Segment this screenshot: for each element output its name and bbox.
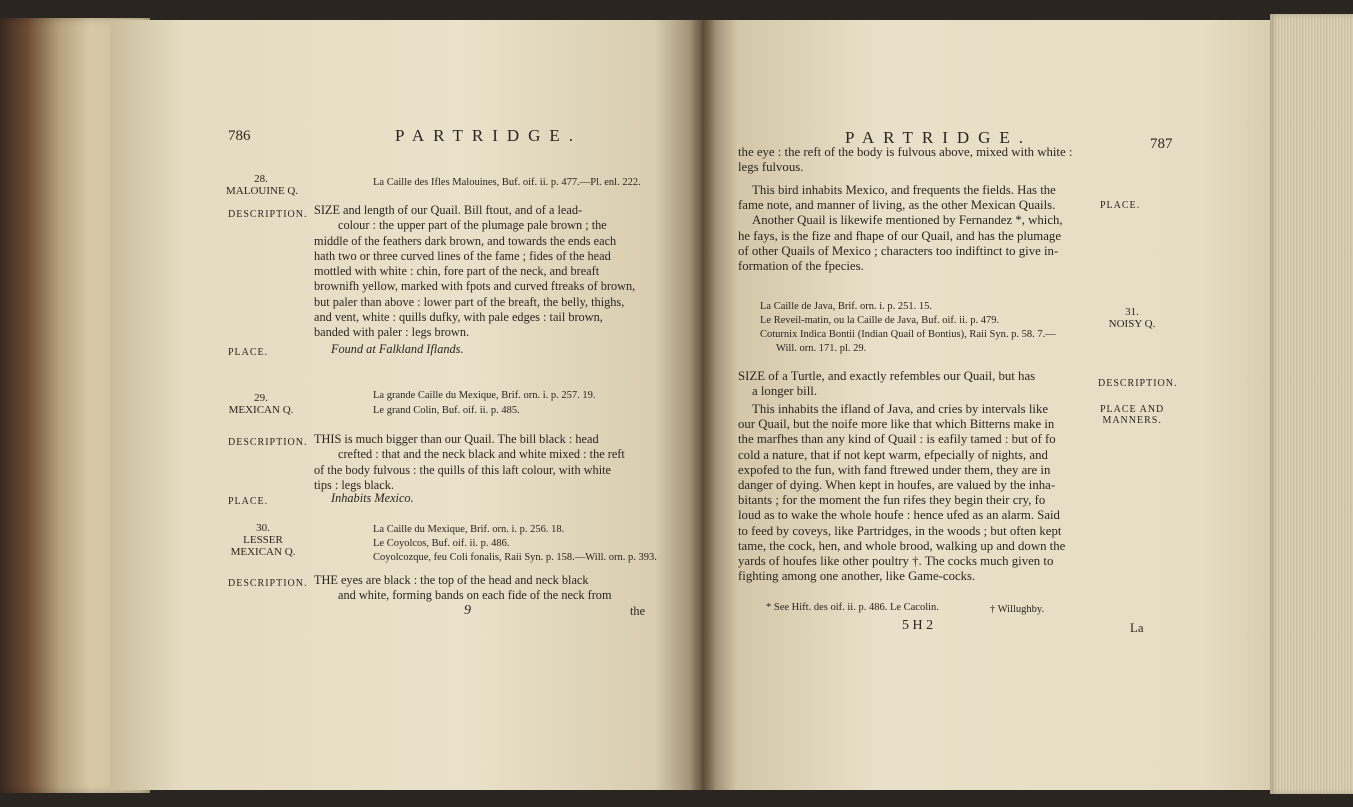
description-text: THE eyes are black : the top of the head and neck black and white, forming bands on each fide of the neck from [314,573,612,603]
reference: Le Reveil-matin, ou la Caille de Java, Buf. oif. ii. p. 479. [760,315,1000,326]
reference: La Caille des Ifles Malouines, Buf. oif. ii. p. 477.—Pl. enl. 222. [373,177,641,188]
footnote: † Willughby. [990,604,1045,615]
description-label: DESCRIPTION. [228,578,308,589]
reference: Will. orn. 171. pl. 29. [776,343,867,354]
page-number: 787 [1150,136,1173,152]
page-number: 786 [228,128,251,144]
description-text: SIZE and length of our Quail. Bill ftout, and of a lead- colour : the upper part of the plumage pale brown ; the middle of the feathers dark brown, and towards the ends each hath two or three curved lines of the fame ; fides of the head mottled with white : chin, fore part of the neck, and breaft brownifh yellow, marked with fpots and curved ftreaks of brown, but paler than above : lower part of the breaft, the belly, thighs, and vent, white : quills dufky, with pale edges : tail brown, banded with paler : legs brown. [314,203,636,340]
place-text: Found at Falkland Iflands. [331,342,464,356]
reference: La grande Caille du Mexique, Brif. orn. i. p. 257. 19. [373,390,596,401]
place-label: PLACE. [228,347,269,358]
description-text: SIZE of a Turtle, and exactly refembles our Quail, but has a longer bill. [738,369,1036,399]
running-head: PARTRIDGE. [395,126,583,145]
description-label: DESCRIPTION. [228,437,308,448]
catchword: La [1130,621,1144,635]
signature-mark: 9 [464,603,471,618]
footnote: * See Hift. des oif. ii. p. 486. Le Cacolin. [766,602,939,613]
entry-number: 29. MEXICAN Q. [228,392,294,416]
book-gutter [690,20,716,790]
place-text: Inhabits Mexico. [331,491,414,505]
right-page-stack [1270,14,1353,794]
place-label: PLACE. [228,496,269,507]
description-label: DESCRIPTION. [1098,378,1178,389]
running-head: PARTRIDGE. [845,128,1033,147]
reference: Coturnix Indica Bontii (Indian Quail of Bontius), Raii Syn. p. 58. 7.— [760,329,1056,340]
signature-mark: 5 H 2 [902,618,934,633]
continued-text: the eye : the reft of the body is fulvous above, mixed with white : legs fulvous. [738,145,1073,175]
reference: Coyolcozque, feu Coli fonalis, Raii Syn. p. 158.—Will. orn. p. 393. [373,552,657,563]
entry-number: 31. NOISY Q. [1108,306,1156,330]
manners-text: This inhabits the ifland of Java, and cries by intervals like our Quail, but the noife more like that which Bitterns make in the marfhes than any kind of Quail : is eafily tamed : but of fo cold a nature, that if not kept warm, efpecially of nights, and expofed to the fun, with fand ftrewed under them, they are in danger of dying. When kept in houfes, are valued by the inha- bitants ; for the moment the fun rifes they begin their cry, fo loud as to wake the whole houfe : hence ufed as an alarm. Said to feed by coveys, like Partridges, in the woods ; but often kept tame, the cock, hen, and whole brood, walking up and down the yards of houfes like other poultry †. The cocks much given to fighting among one another, like Game-cocks. [738,402,1066,584]
reference: La Caille de Java, Brif. orn. i. p. 251. 15. [760,301,933,312]
place-paragraph: This bird inhabits Mexico, and frequents the fields. Has the fame note, and manner of living, as the other Mexican Quails. Another Quail is likewife mentioned by Fernandez *, which, he fays, is the fize and fhape of our Quail, and has the plumage of other Quails of Mexico ; characters too indiftinct to give in- formation of the fpecies. [738,183,1063,274]
entry-number: 30. LESSER MEXICAN Q. [230,522,296,558]
manners-label: PLACE AND MANNERS. [1100,404,1165,426]
description-label: DESCRIPTION. [228,209,308,220]
reference: La Caille du Mexique, Brif. orn. i. p. 256. 18. [373,524,565,535]
catchword: the [630,604,646,618]
reference: Le grand Colin, Buf. oif. ii. p. 485. [373,405,520,416]
entry-number: 28. MALOUINE Q. [226,173,299,197]
reference: Le Coyolcos, Buf. oif. ii. p. 486. [373,538,510,549]
place-label: PLACE. [1100,200,1141,211]
description-text: THIS is much bigger than our Quail. The bill black : head crefted : that and the neck black and white mixed : the reft of the body fulvous : the quills of this laft colour, with white tips : legs black. [314,432,625,492]
